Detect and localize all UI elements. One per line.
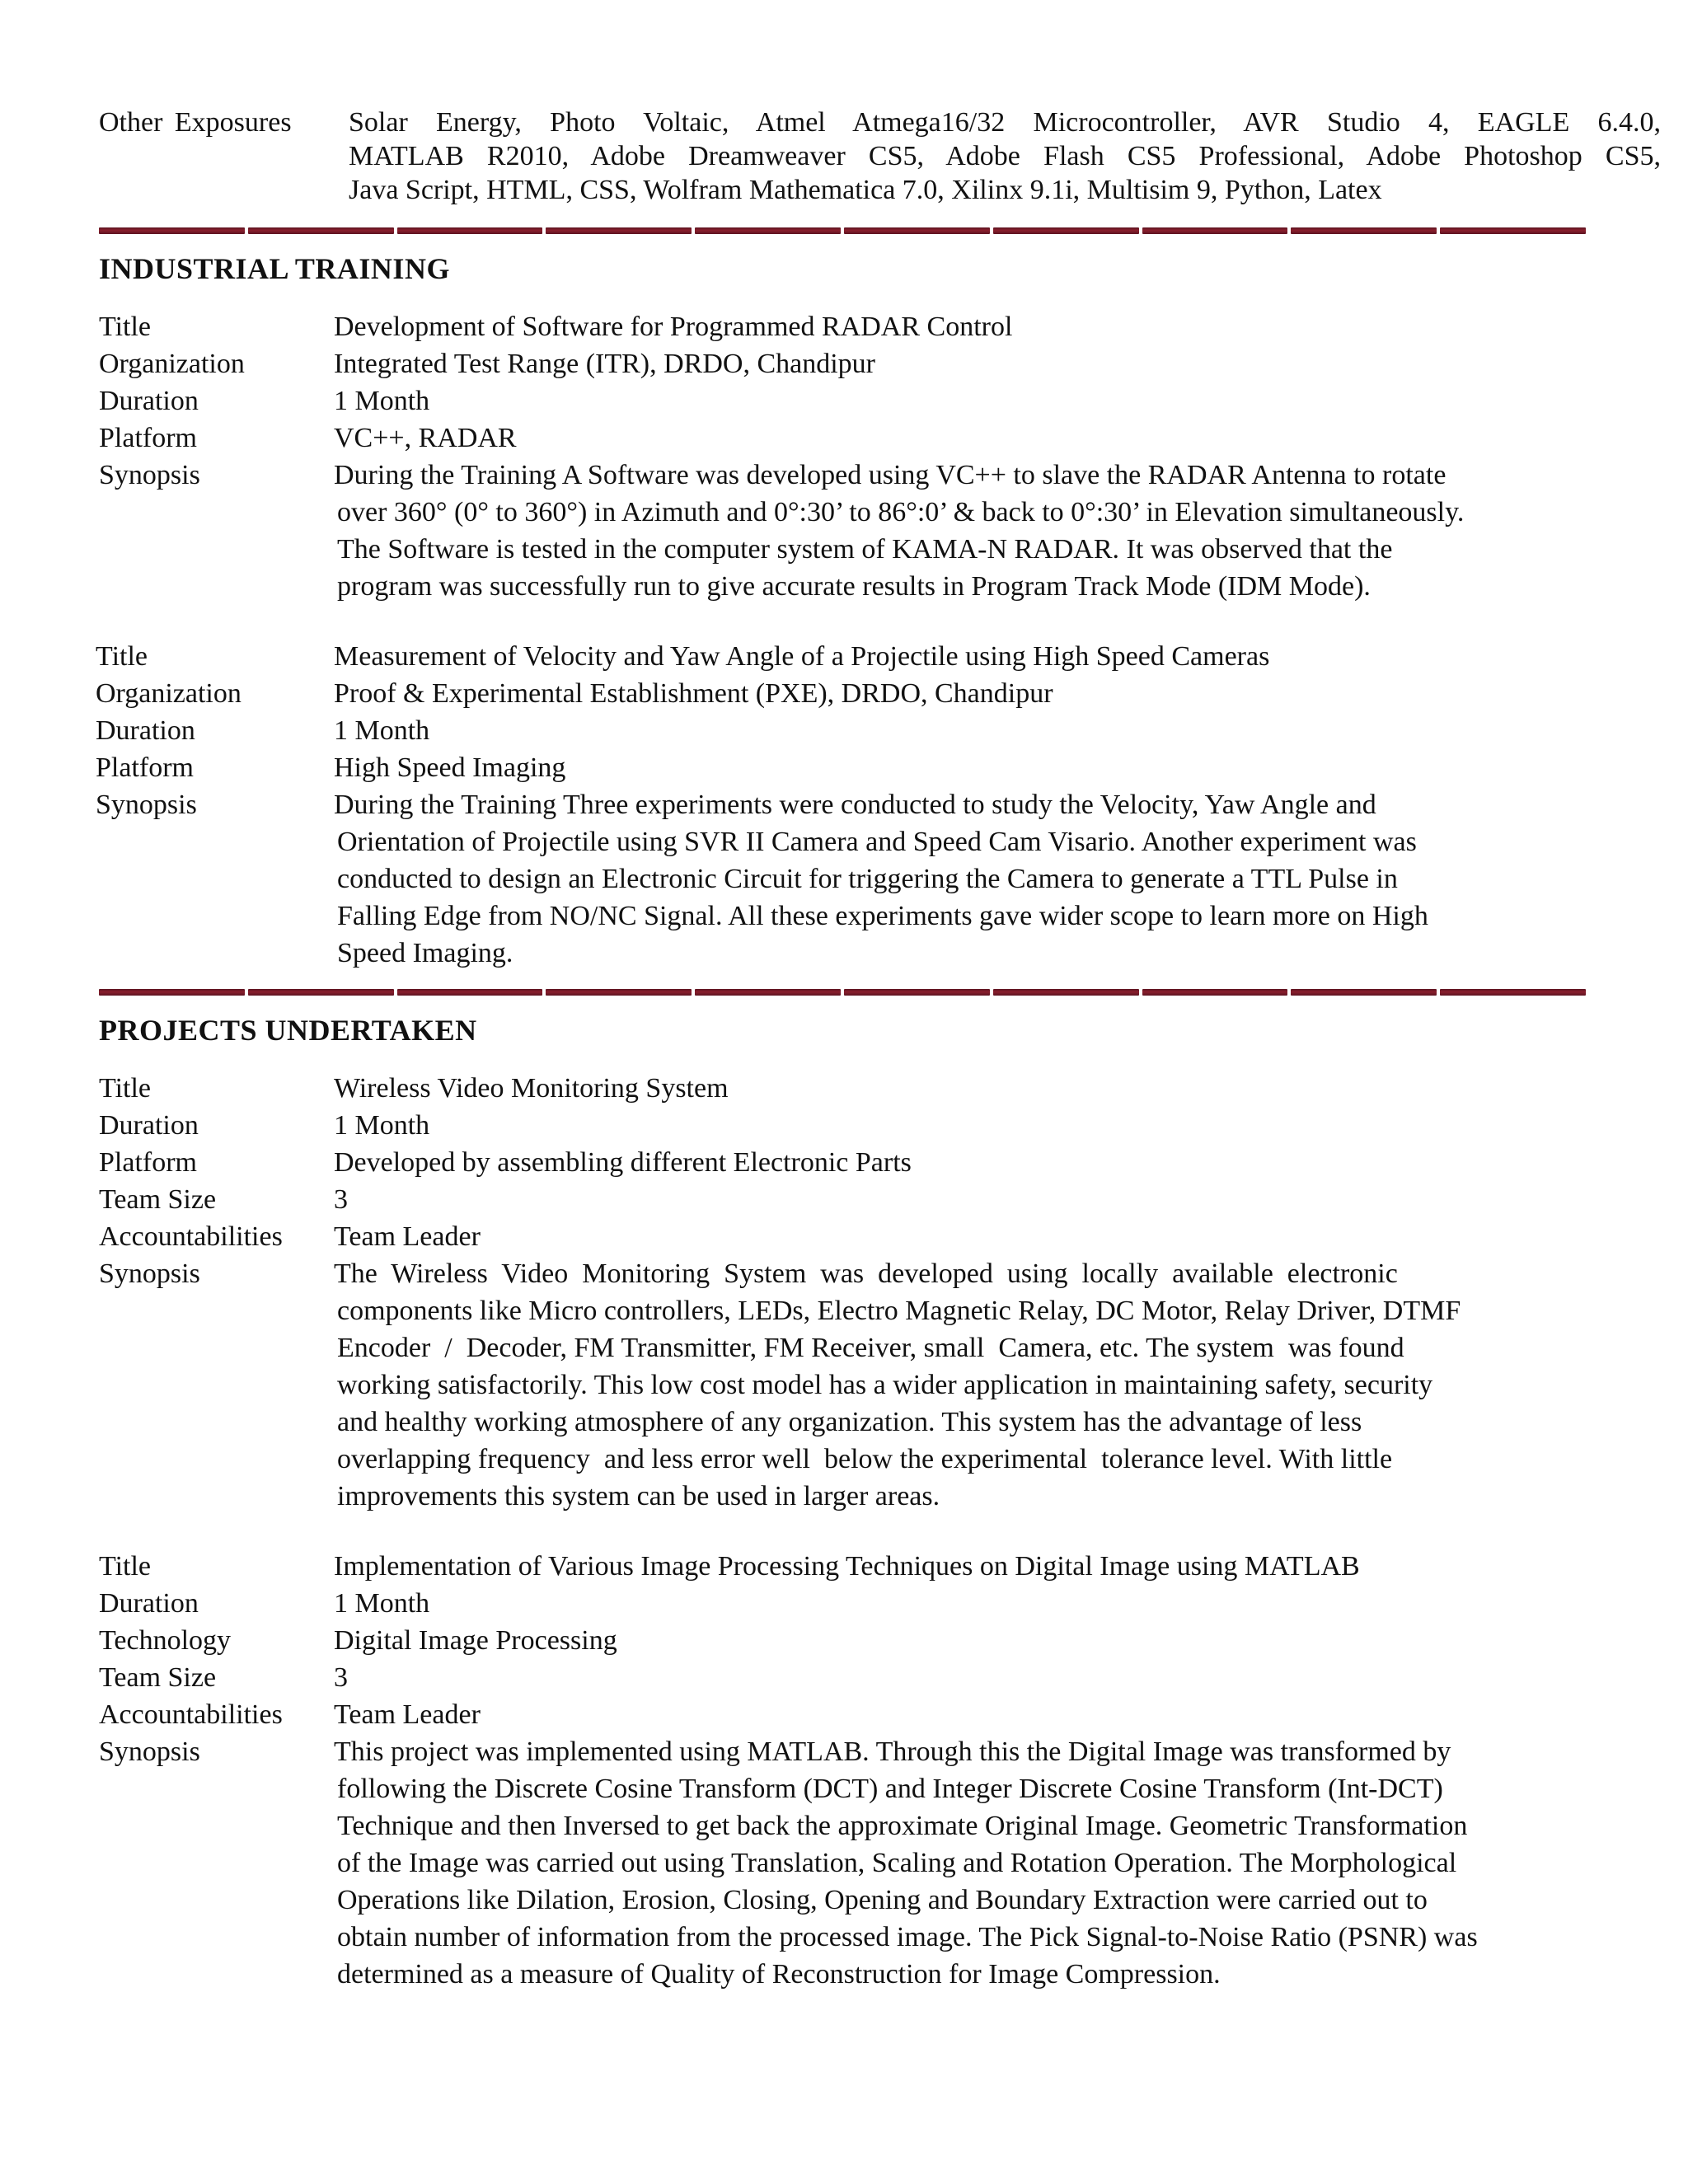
technology-label: Technology xyxy=(99,1625,232,1656)
accountabilities-label: Accountabilities xyxy=(99,1221,283,1252)
synopsis-line: program was successfully run to give accurate results in Program Track Mode (IDM Mode). xyxy=(337,571,1371,602)
title-label: Title xyxy=(99,1073,152,1104)
team-size-value: 3 xyxy=(334,1184,348,1215)
synopsis-label: Synopsis xyxy=(99,1736,200,1767)
synopsis-line: Encoder / Decoder, FM Transmitter, FM Receiver, small Camera, etc. The system was found xyxy=(337,1333,1404,1363)
platform-label: Platform xyxy=(99,1147,197,1178)
synopsis-line: overlapping frequency and less error well below the experimental tolerance level. With little xyxy=(337,1444,1393,1474)
project-entry xyxy=(99,1548,1582,1990)
synopsis-text xyxy=(334,1733,1478,1993)
duration-value: 1 Month xyxy=(334,1588,430,1619)
synopsis-line: improvements this system can be used in larger areas. xyxy=(337,1481,940,1511)
industrial-training-heading: INDUSTRIAL TRAINING xyxy=(99,252,450,285)
entry-row-team-size xyxy=(99,1181,1582,1218)
entry-row-organization xyxy=(99,345,1582,382)
entry-row-platform xyxy=(99,419,1582,457)
synopsis-line: Speed Imaging. xyxy=(337,938,513,968)
synopsis-line: and healthy working atmosphere of any organization. This system has the advantage of less xyxy=(337,1407,1362,1437)
synopsis-line: over 360° (0° to 360°) in Azimuth and 0°:30’ to 86°:0’ & back to 0°:30’ in Elevation simultaneously. xyxy=(337,497,1465,527)
section-divider xyxy=(99,988,1586,996)
training-entry xyxy=(99,308,1582,602)
duration-value: 1 Month xyxy=(334,1110,430,1141)
duration-value: 1 Month xyxy=(334,386,430,416)
entry-row-duration xyxy=(99,1107,1582,1144)
team-size-label: Team Size xyxy=(99,1662,217,1693)
duration-label: Duration xyxy=(99,386,199,416)
accountabilities-label: Accountabilities xyxy=(99,1699,283,1730)
entry-row-title xyxy=(99,1070,1582,1107)
title-value: Wireless Video Monitoring System xyxy=(334,1073,729,1104)
synopsis-label: Synopsis xyxy=(99,1258,200,1289)
synopsis-line: Operations like Dilation, Erosion, Closing, Opening and Boundary Extraction were carried out to xyxy=(337,1885,1428,1915)
platform-value: High Speed Imaging xyxy=(334,752,566,783)
entry-row-accountabilities xyxy=(99,1696,1582,1733)
synopsis-line: This project was implemented using MATLAB. Through this the Digital Image was transformed by xyxy=(334,1736,1451,1767)
duration-label: Duration xyxy=(96,715,195,746)
organization-value: Integrated Test Range (ITR), DRDO, Chandipur xyxy=(334,349,876,379)
project-entry xyxy=(99,1070,1582,1511)
other-exposures-line: MATLAB R2010, Adobe Dreamweaver CS5, Adobe Flash CS5 Professional, Adobe Photoshop CS5, xyxy=(349,141,1661,171)
platform-label: Platform xyxy=(99,423,197,453)
other-exposures-line: Solar Energy, Photo Voltaic, Atmel Atmega16/32 Microcontroller, AVR Studio 4, EAGLE 6.4.0, xyxy=(349,107,1661,138)
synopsis-line: Orientation of Projectile using SVR II Camera and Speed Cam Visario. Another experiment was xyxy=(337,827,1417,857)
synopsis-text xyxy=(334,786,1428,972)
entry-row-title xyxy=(99,308,1582,345)
synopsis-line: obtain number of information from the processed image. The Pick Signal-to-Noise Ratio (PSNR) was xyxy=(337,1922,1478,1952)
synopsis-label: Synopsis xyxy=(99,460,200,490)
duration-value: 1 Month xyxy=(334,715,430,746)
synopsis-line: following the Discrete Cosine Transform (DCT) and Integer Discrete Cosine Transform (Int-DCT) xyxy=(337,1774,1443,1804)
title-value: Development of Software for Programmed RADAR Control xyxy=(334,312,1013,342)
title-label: Title xyxy=(99,1551,152,1582)
entry-row-team-size xyxy=(99,1659,1582,1696)
organization-value: Proof & Experimental Establishment (PXE), DRDO, Chandipur xyxy=(334,678,1053,709)
entry-row-duration xyxy=(99,1585,1582,1622)
accountabilities-value: Team Leader xyxy=(334,1221,481,1252)
duration-label: Duration xyxy=(99,1110,199,1141)
synopsis-line: During the Training Three experiments were conducted to study the Velocity, Yaw Angle and xyxy=(334,790,1376,820)
entry-row-duration xyxy=(99,382,1582,419)
synopsis-line: components like Micro controllers, LEDs, Electro Magnetic Relay, DC Motor, Relay Driver, DTMF xyxy=(337,1296,1461,1326)
title-label: Title xyxy=(99,312,152,342)
synopsis-text xyxy=(334,457,1465,605)
synopsis-label: Synopsis xyxy=(96,790,197,820)
synopsis-line: During the Training A Software was developed using VC++ to slave the RADAR Antenna to rotate xyxy=(334,460,1447,490)
projects-undertaken-heading: PROJECTS UNDERTAKEN xyxy=(99,1014,477,1047)
entry-row-organization xyxy=(96,675,1579,712)
entry-row-accountabilities xyxy=(99,1218,1582,1255)
title-value: Implementation of Various Image Processing Techniques on Digital Image using MATLAB xyxy=(334,1551,1360,1582)
team-size-label: Team Size xyxy=(99,1184,217,1215)
synopsis-line: The Wireless Video Monitoring System was developed using locally available electronic xyxy=(334,1258,1398,1289)
platform-value: Developed by assembling different Electronic Parts xyxy=(334,1147,912,1178)
other-exposures-line: Java Script, HTML, CSS, Wolfram Mathematica 7.0, Xilinx 9.1i, Multisim 9, Python, Latex xyxy=(349,175,1382,205)
title-label: Title xyxy=(96,641,148,672)
organization-label: Organization xyxy=(96,678,241,709)
synopsis-line: determined as a measure of Quality of Reconstruction for Image Compression. xyxy=(337,1959,1221,1990)
synopsis-line: of the Image was carried out using Translation, Scaling and Rotation Operation. The Morphological xyxy=(337,1848,1457,1878)
other-exposures-label: Other Exposures xyxy=(99,107,292,138)
duration-label: Duration xyxy=(99,1588,199,1619)
entry-row-platform xyxy=(96,749,1579,786)
synopsis-line: working satisfactorily. This low cost model has a wider application in maintaining safety, security xyxy=(337,1370,1433,1400)
synopsis-line: Falling Edge from NO/NC Signal. All these experiments gave wider scope to learn more on High xyxy=(337,901,1428,931)
synopsis-line: The Software is tested in the computer system of KAMA-N RADAR. It was observed that the xyxy=(337,534,1393,565)
entry-row-title xyxy=(96,638,1579,675)
accountabilities-value: Team Leader xyxy=(334,1699,481,1730)
entry-row-platform xyxy=(99,1144,1582,1181)
synopsis-text xyxy=(334,1255,1461,1515)
section-divider xyxy=(99,227,1586,235)
team-size-value: 3 xyxy=(334,1662,348,1693)
organization-label: Organization xyxy=(99,349,245,379)
other-exposures-value xyxy=(349,105,1667,207)
title-value: Measurement of Velocity and Yaw Angle of a Projectile using High Speed Cameras xyxy=(334,641,1270,672)
entry-row-technology xyxy=(99,1622,1582,1659)
technology-value: Digital Image Processing xyxy=(334,1625,617,1656)
synopsis-line: Technique and then Inversed to get back the approximate Original Image. Geometric Transformation xyxy=(337,1811,1468,1841)
platform-label: Platform xyxy=(96,752,194,783)
entry-row-duration xyxy=(96,712,1579,749)
entry-row-title xyxy=(99,1548,1582,1585)
synopsis-line: conducted to design an Electronic Circuit for triggering the Camera to generate a TTL Pulse in xyxy=(337,864,1398,894)
training-entry xyxy=(96,638,1579,968)
platform-value: VC++, RADAR xyxy=(334,423,517,453)
